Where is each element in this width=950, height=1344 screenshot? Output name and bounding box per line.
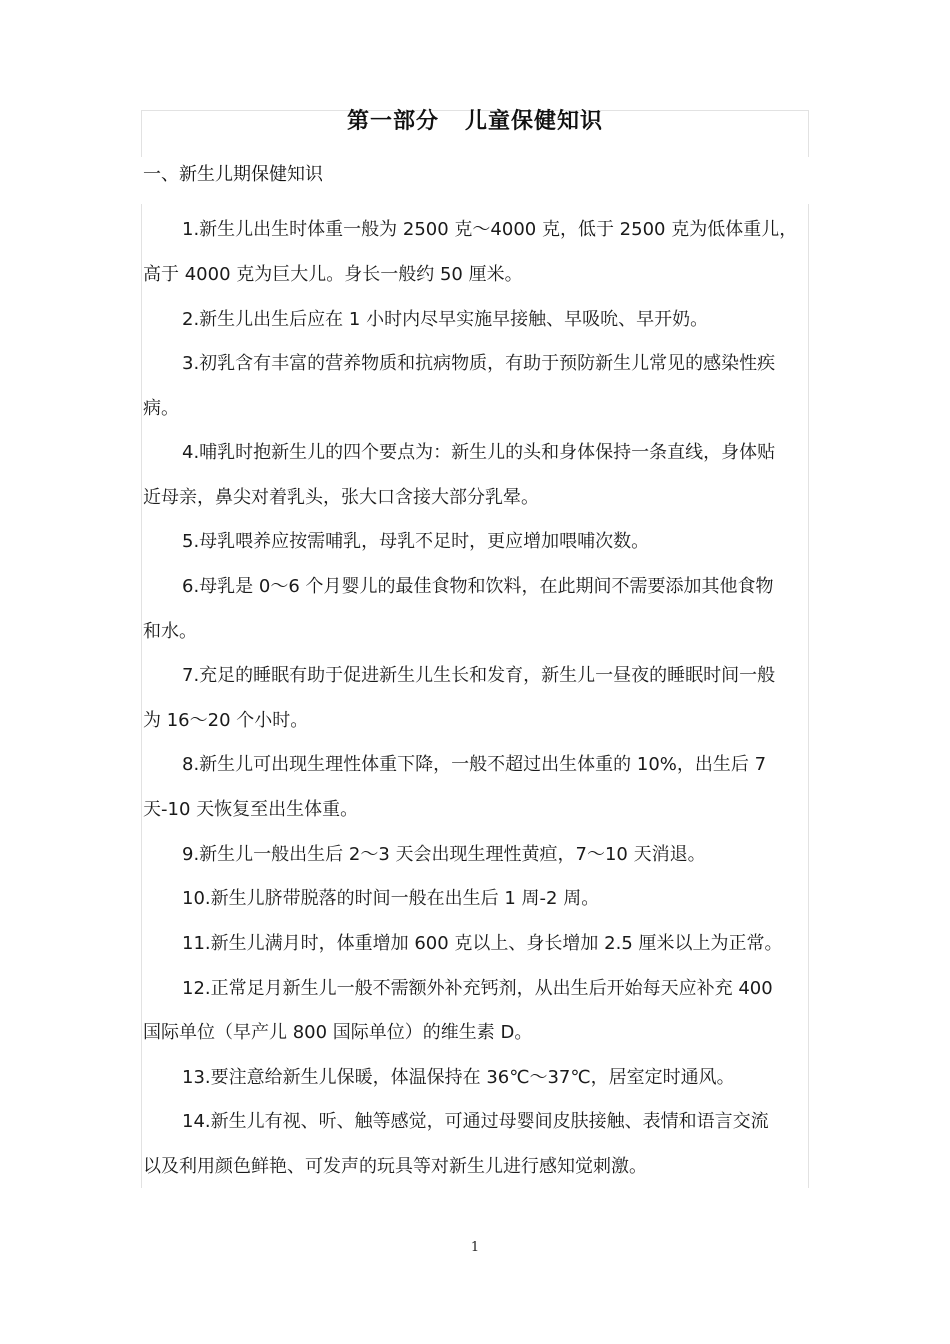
- paragraph-line: 4.哺乳时抱新生儿的四个要点为：新生儿的头和身体保持一条直线，身体贴: [182, 442, 776, 463]
- page-title: [0, 104, 950, 135]
- paragraph-line: 和水。: [143, 621, 197, 642]
- paragraph-line: 12.正常足月新生儿一般不需额外补充钙剂，从出生后开始每天应补充 400: [182, 978, 773, 999]
- paragraph-line: 3.初乳含有丰富的营养物质和抗病物质，有助于预防新生儿常见的感染性疾: [182, 353, 776, 374]
- paragraph-line: 天-10 天恢复至出生体重。: [143, 799, 359, 820]
- paragraph-line: 13.要注意给新生儿保暖，体温保持在 36℃～37℃，居室定时通风。: [182, 1067, 735, 1088]
- title-part: 第一部分: [346, 109, 439, 134]
- paragraph-line: 8.新生儿可出现生理性体重下降，一般不超过出生体重的 10%，出生后 7: [182, 754, 767, 775]
- title-topic: 儿童保健知识: [465, 109, 604, 134]
- paragraph-line: 11.新生儿满月时，体重增加 600 克以上、身长增加 2.5 厘米以上为正常。: [182, 933, 783, 954]
- paragraph-line: 以及利用颜色鲜艳、可发声的玩具等对新生儿进行感知觉刺激。: [143, 1156, 647, 1177]
- paragraph-line: 14.新生儿有视、听、触等感觉，可通过母婴间皮肤接触、表情和语言交流: [182, 1111, 769, 1132]
- paragraph-line: 病。: [143, 398, 179, 419]
- paragraph-line: 10.新生儿脐带脱落的时间一般在出生后 1 周-2 周。: [182, 888, 600, 909]
- paragraph-line: 高于 4000 克为巨大儿。身长一般约 50 厘米。: [143, 264, 523, 285]
- section-heading: 一、新生儿期保健知识: [143, 164, 323, 185]
- paragraph-line: 国际单位（早产儿 800 国际单位）的维生素 D。: [143, 1022, 533, 1043]
- paragraph-line: 5.母乳喂养应按需哺乳，母乳不足时，更应增加喂哺次数。: [182, 531, 650, 552]
- page-number: 1: [470, 1240, 480, 1255]
- paragraph-line: 6.母乳是 0～6 个月婴儿的最佳食物和饮料，在此期间不需要添加其他食物: [182, 576, 774, 597]
- paragraph-line: 1.新生儿出生时体重一般为 2500 克～4000 克，低于 2500 克为低体重儿，: [182, 219, 798, 240]
- paragraph-line: 7.充足的睡眠有助于促进新生儿生长和发育，新生儿一昼夜的睡眠时间一般: [182, 665, 776, 686]
- paragraph-line: 近母亲，鼻尖对着乳头，张大口含接大部分乳晕。: [143, 487, 539, 508]
- paragraph-line: 2.新生儿出生后应在 1 小时内尽早实施早接触、早吸吮、早开奶。: [182, 309, 709, 330]
- paragraph-line: 为 16～20 个小时。: [143, 710, 309, 731]
- paragraph-line: 9.新生儿一般出生后 2～3 天会出现生理性黄疸，7～10 天消退。: [182, 844, 706, 865]
